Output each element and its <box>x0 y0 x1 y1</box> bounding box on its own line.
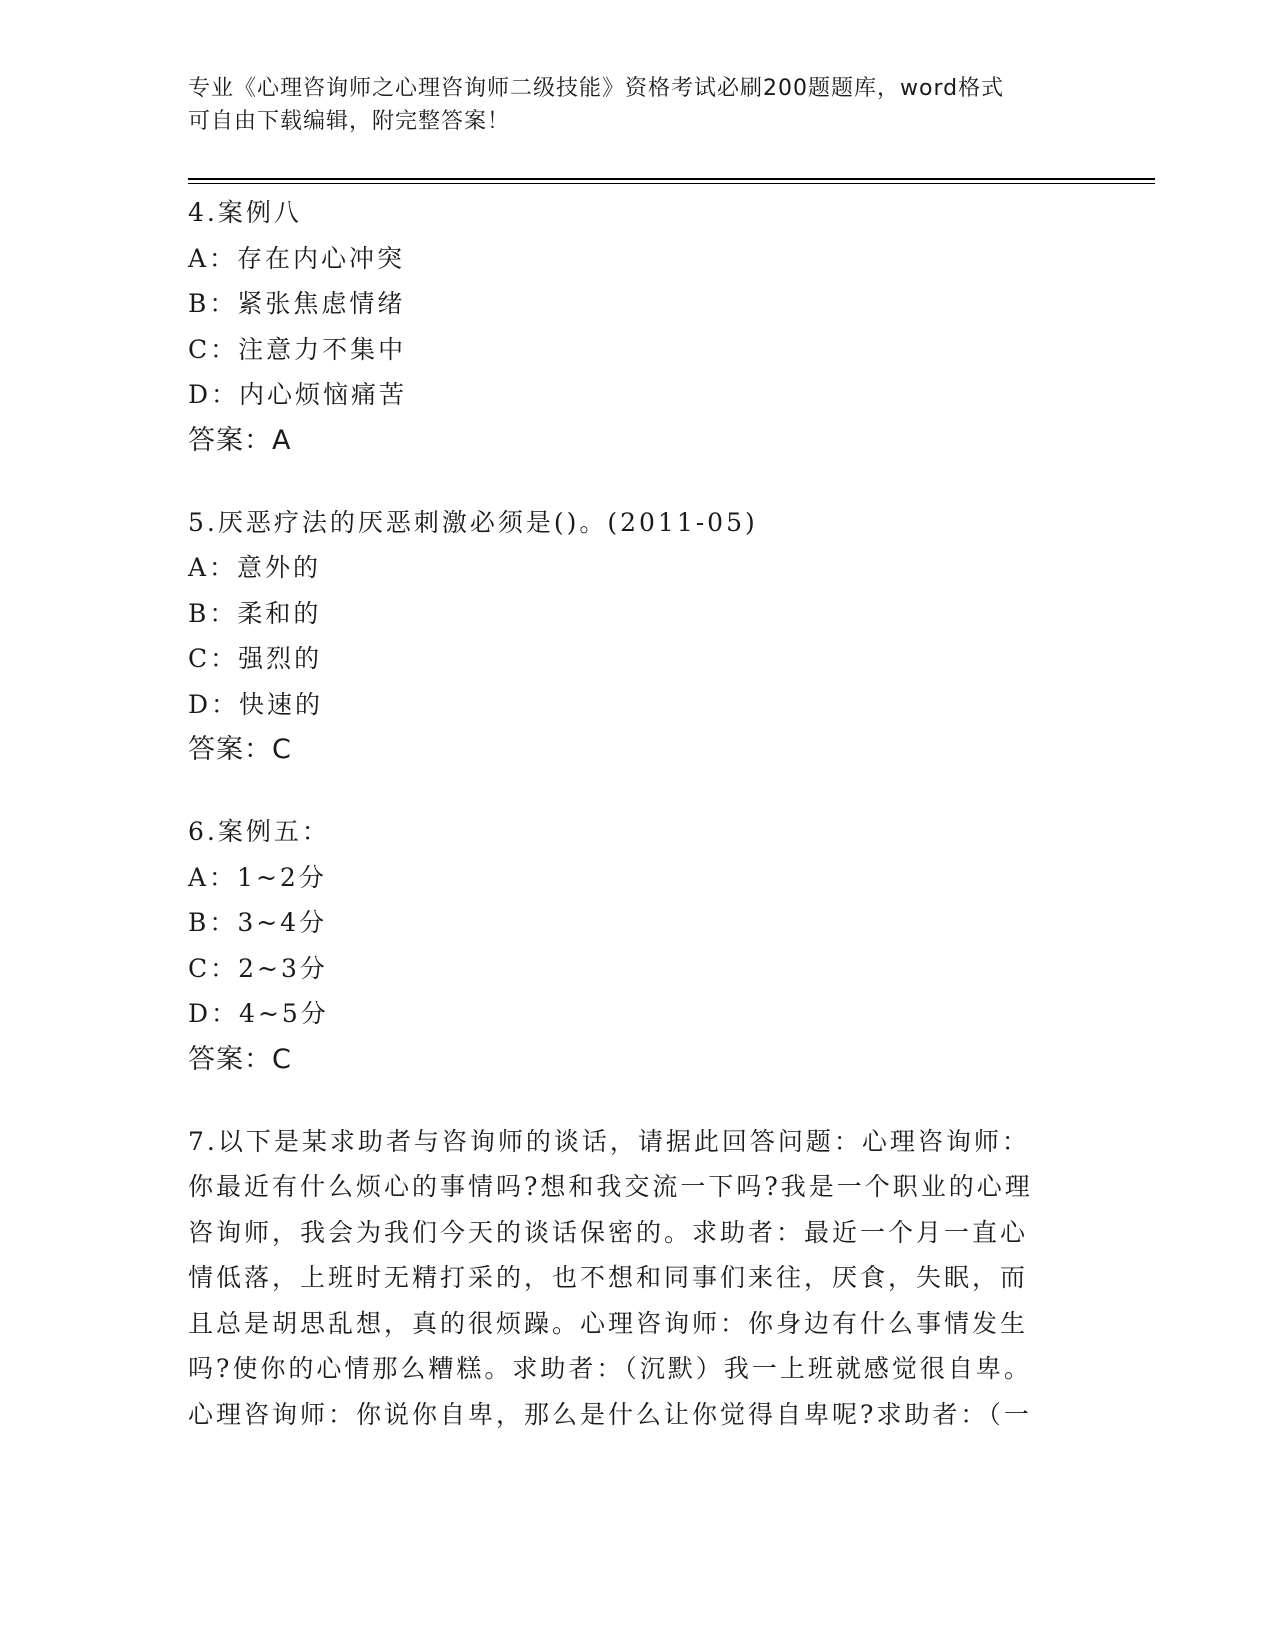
header-title-line-2: 可自由下载编辑，附完整答案！ <box>188 109 511 134</box>
option-b: B：柔和的 <box>188 598 322 628</box>
option-b: B：紧张焦虑情绪 <box>188 289 406 318</box>
question-stem: 5.厌恶疗法的厌恶刺激必须是()。(2011-05) <box>188 507 758 537</box>
passage-line: 且总是胡思乱想，真的很烦躁。心理咨询师：你身边有什么事情发生 <box>188 1308 1029 1338</box>
option-c: C：2~3分 <box>188 953 328 983</box>
header-title-line-1: 专业《心理咨询师之心理咨询师二级技能》资格考试必刷200题题库，word格式 <box>188 76 1005 101</box>
option-a: A：存在内心冲突 <box>188 243 406 273</box>
option-d: D：内心烦恼痛苦 <box>188 380 408 409</box>
answer-line: 答案：A <box>188 424 292 456</box>
passage-line: 咨询师，我会为我们今天的谈话保密的。求助者：最近一个月一直心 <box>188 1217 1029 1247</box>
question-7-passage <box>188 1119 1088 1438</box>
option-a: A：1~2分 <box>188 862 327 892</box>
option-d: D：快速的 <box>188 689 324 719</box>
option-a: A：意外的 <box>188 553 322 582</box>
question-5 <box>188 500 1088 774</box>
question-4 <box>188 190 1088 464</box>
document-header <box>188 72 1088 138</box>
answer-line: 答案：C <box>188 1043 292 1075</box>
option-d: D：4~5分 <box>188 999 329 1028</box>
question-stem: 4.案例八 <box>188 198 302 227</box>
passage-line: 情低落，上班时无精打采的，也不想和同事们来往，厌食，失眠，而 <box>188 1263 1029 1292</box>
passage-line: 7.以下是某求助者与咨询师的谈话，请据此回答问题：心理咨询师： <box>188 1126 1030 1156</box>
option-b: B：3~4分 <box>188 908 328 937</box>
passage-line: 你最近有什么烦心的事情吗?想和我交流一下吗?我是一个职业的心理 <box>188 1172 1033 1201</box>
header-divider-thin <box>188 183 1155 184</box>
passage-line: 心理咨询师：你说你自卑，那么是什么让你觉得自卑呢?求助者：（一 <box>188 1399 1032 1429</box>
passage-line: 吗?使你的心情那么糟糕。求助者：（沉默）我一上班就感觉很自卑。 <box>188 1354 1032 1383</box>
question-6 <box>188 809 1088 1083</box>
question-stem: 6.案例五： <box>188 817 330 846</box>
option-c: C：强烈的 <box>188 644 323 673</box>
header-divider-thick <box>188 178 1155 180</box>
option-c: C：注意力不集中 <box>188 334 407 364</box>
answer-line: 答案：C <box>188 734 292 765</box>
question-list <box>188 190 1088 1437</box>
